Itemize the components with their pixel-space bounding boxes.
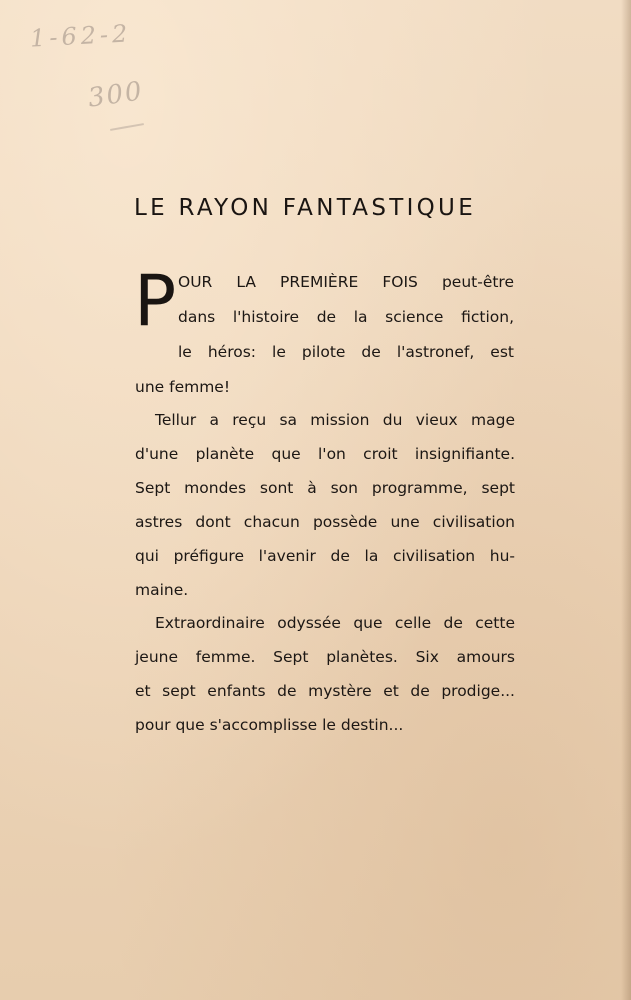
blurb-p3-line3: et sept enfants de mystère et de prodige...	[135, 682, 515, 700]
drop-cap: P	[134, 260, 177, 342]
blurb-p2-line3: Sept mondes sont à son programme, sept	[135, 479, 515, 497]
pencil-annotation-price: 300	[86, 76, 146, 114]
blurb-p2-line2: d'une planète que l'on croit insignifiante.	[135, 445, 515, 463]
blurb-p3-line2: jeune femme. Sept planètes. Six amours	[135, 648, 515, 666]
series-title: LE RAYON FANTASTIQUE	[134, 195, 477, 221]
blurb-p2-line6: maine.	[135, 581, 189, 599]
blurb-p1-line3: le héros: le pilote de l'astronef, est	[178, 343, 514, 361]
page-edge-shadow	[621, 0, 631, 1000]
pencil-underline	[110, 123, 144, 131]
blurb-p2-line4: astres dont chacun possède une civilisation	[135, 513, 515, 531]
blurb-p2-line1: Tellur a reçu sa mission du vieux mage	[155, 411, 515, 429]
pencil-annotation-code: 1-62-2	[29, 19, 132, 53]
blurb-p2-line5: qui préfigure l'avenir de la civilisation hu-	[135, 547, 515, 565]
blurb-p1-line2: dans l'histoire de la science fiction,	[178, 308, 514, 326]
blurb-p1-line1: OUR LA PREMIÈRE FOIS peut-être	[178, 273, 514, 291]
blurb-p1-line4: une femme!	[135, 378, 231, 396]
blurb-p3-line4: pour que s'accomplisse le destin...	[135, 716, 404, 734]
blurb-p3-line1: Extraordinaire odyssée que celle de cette	[155, 614, 515, 632]
